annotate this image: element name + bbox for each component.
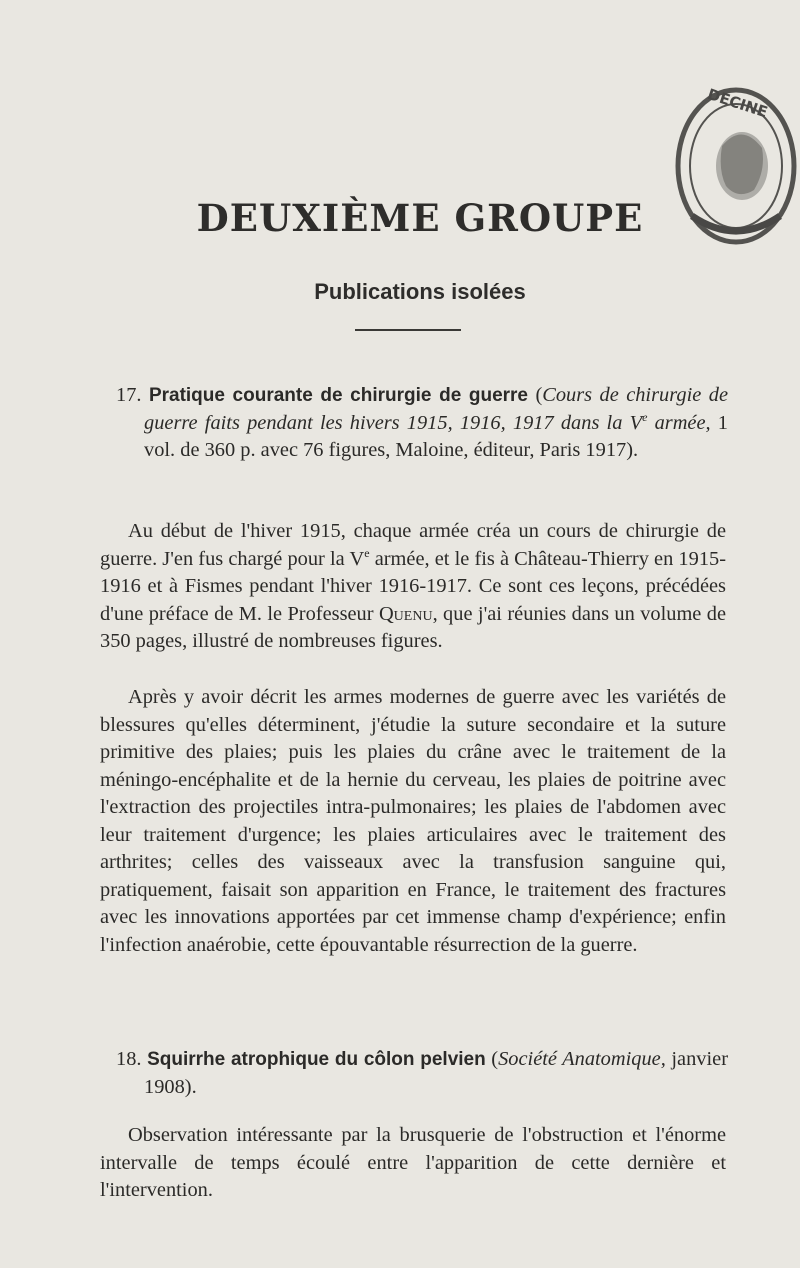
bibliography-entry-18: 18. Squirrhe atrophique du côlon pelvien (Société Anatomique, janvier 1908).: [116, 1048, 728, 1098]
entry-number: 17.: [116, 384, 142, 406]
entry-details: 1 vol. de 360 p. avec 76 figures, Maloine, éditeur, Paris 1917).: [144, 411, 728, 461]
section-subtitle: Publications isolées: [314, 279, 526, 304]
bibliography-entry-17: 17. Pratique courante de chirurgie de guerre (Cours de chirurgie de guerre faits pendant les hivers 1915, 1916, 1917 dans la Ve armée, 1 vol. de 360 p. avec 76 figures, Maloine, éditeur, Paris 1917).: [116, 384, 728, 461]
section-heading: DEUXIÈME GROUPE: [196, 196, 644, 240]
author-name: Quenu: [378, 602, 433, 625]
entry-17-paragraph-1: Au début de l'hiver 1915, chaque armée créa un cours de chirurgie de guerre. J'en fus chargé pour la Ve armée, et le fis à Château-Thierry en 1915-1916 et à Fismes pendant l'hiver 1916-1917. Ce sont ces leçons, précédées d'une préface de M. le Professeur Quenu, que j'ai réunies dans un volume de 350 pages, illustré de nombreuses figures.: [100, 520, 727, 652]
entry-number: 18.: [116, 1048, 142, 1070]
entry-details: janvier 1908).: [144, 1048, 728, 1098]
entry-title: Squirrhe atrophique du côlon pelvien: [147, 1049, 486, 1070]
divider: [355, 329, 461, 331]
entry-source: Cours de chirurgie de guerre faits pendant les hivers 1915, 1916, 1917 dans la Ve armée,: [144, 384, 728, 434]
entry-source: Société Anatomique,: [498, 1048, 666, 1070]
svg-text:DECINE: DECINE: [705, 85, 770, 122]
entry-18-paragraph: Observation intéressante par la brusquerie de l'obstruction et l'énorme intervalle de temps écoulé entre l'apparition de cette dernière et l'intervention.: [100, 1124, 726, 1201]
entry-title: Pratique courante de chirurgie de guerre: [148, 385, 528, 406]
entry-17-paragraph-2: Après y avoir décrit les armes modernes de guerre avec les variétés de blessures qu'elles déterminent, j'étudie la suture secondaire et la suture primitive des plaies; puis les plaies du crâne avec le traitement de la méningo-encéphalite et de la hernie du cerveau, les plaies de poitrine avec l'extraction des projectiles intra-pulmonaires; les plaies de l'abdomen avec leur traitement d'urgence; les plaies articulaires avec le traitement des arthrites; celles des vaisseaux avec la transfusion sanguine qui, pratiquement, faisait son apparition en France, le traitement des fractures avec les innovations apportées par cet immense champ d'expérience; enfin l'infection anaérobie, cette épouvantable résurrection de la guerre.: [100, 686, 726, 956]
